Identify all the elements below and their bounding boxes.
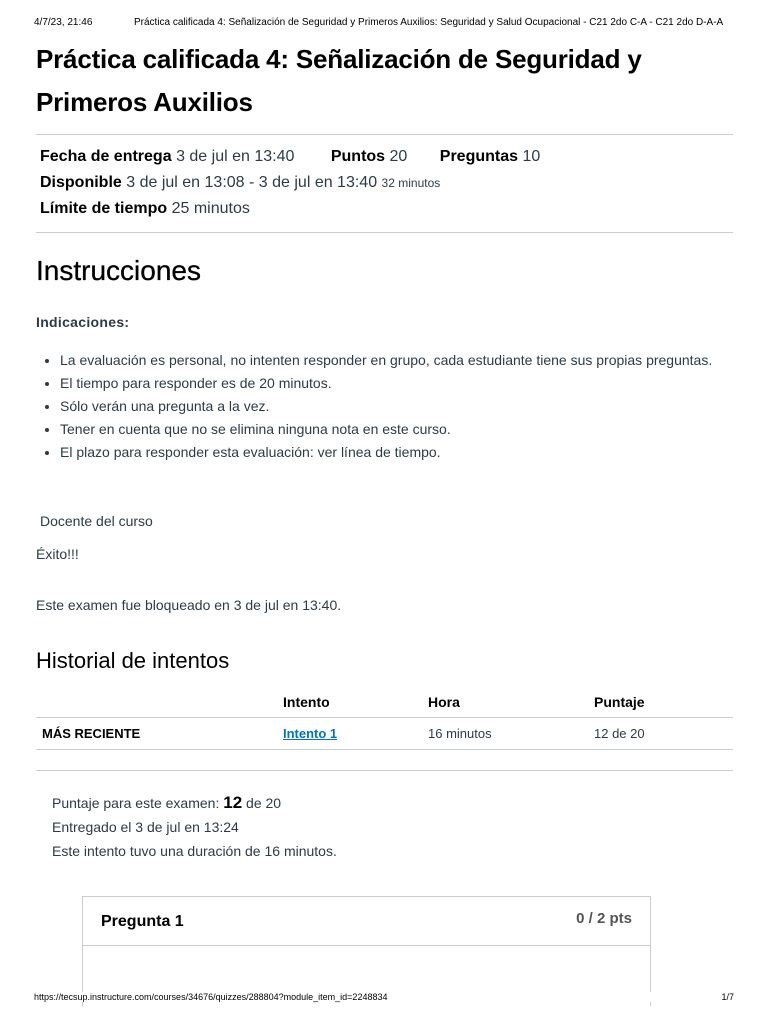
details-row-2 (40, 170, 733, 196)
question-title: Pregunta 1 (101, 913, 184, 930)
teacher-signature: Docente del curso (40, 513, 153, 529)
col-header-time: Hora (422, 687, 588, 718)
question-header (83, 897, 650, 946)
page-title: Práctica calificada 4: Señalización de Seguridad y Primeros Auxilios (36, 44, 642, 117)
instruction-item: • Tener en cuenta que no se elimina ninguna nota en este curso. (60, 418, 733, 441)
score-suffix: de 20 (246, 795, 282, 811)
locked-notice: Este examen fue bloqueado en 3 de jul en 13:40. (36, 597, 342, 613)
questions-label: Preguntas (439, 148, 519, 165)
details-row-3 (40, 196, 733, 222)
attempt-cell (277, 718, 422, 750)
attempt-history-table (36, 687, 733, 750)
instruction-item: • La evaluación es personal, no intenten responder en grupo, cada estudiante tiene sus propias preguntas. (60, 349, 733, 372)
table-row (36, 718, 733, 750)
question-points: 0 / 2 pts (576, 910, 632, 927)
score-value: 12 (223, 793, 243, 812)
submitted-line: Entregado el 3 de jul en 13:24 (52, 819, 239, 835)
points-label: Puntos (330, 148, 386, 165)
due-value: 3 de jul en 13:40 (176, 148, 295, 165)
col-header-blank (36, 687, 277, 718)
score-prefix: Puntaje para este examen: (52, 795, 220, 811)
print-datetime: 4/7/23, 21:46 (34, 17, 93, 28)
instruction-item: • El tiempo para responder es de 20 minutos. (60, 372, 733, 395)
available-value: 3 de jul en 13:08 - 3 de jul en 13:40 (126, 174, 378, 191)
instruction-item: • El plazo para responder esta evaluación: ver línea de tiempo. (60, 441, 733, 464)
print-page-number: 1/7 (721, 992, 734, 1002)
instruction-item: • Sólo verán una pregunta a la vez. (60, 395, 733, 418)
available-label: Disponible (40, 174, 122, 191)
attempt-score: 12 de 20 (588, 718, 733, 750)
instructions-list (36, 349, 733, 464)
questions-value: 10 (522, 148, 541, 165)
print-footer (34, 992, 734, 1002)
print-url: https://tecsup.instructure.com/courses/34676/quizzes/288804?module_item_id=2248834 (34, 992, 388, 1002)
time-limit-value: 25 minutos (171, 200, 250, 217)
main-content (36, 38, 733, 863)
due-label: Fecha de entrega (40, 148, 172, 165)
score-line (52, 791, 733, 815)
table-header-row (36, 687, 733, 718)
attempt-1-link[interactable]: Intento 1 (283, 726, 338, 741)
attempt-recent-label: MÁS RECIENTE (36, 718, 277, 750)
available-note: 32 minutos (381, 176, 441, 190)
details-row-1 (40, 144, 733, 170)
time-limit-label: Límite de tiempo (40, 200, 168, 217)
points-value: 20 (389, 148, 408, 165)
print-header (34, 17, 734, 28)
col-header-score: Puntaje (588, 687, 733, 718)
quiz-details (36, 134, 733, 233)
instructions-subheading: Indicaciones: (36, 314, 130, 330)
score-summary (36, 770, 733, 863)
instructions-heading: Instrucciones (36, 255, 201, 286)
col-header-attempt: Intento (277, 687, 422, 718)
exito-text: Éxito!!! (36, 546, 79, 562)
question-card (82, 896, 651, 1006)
print-title: Práctica calificada 4: Señalización de Seguridad y Primeros Auxilios: Seguridad y Salud Ocupacional - C21 2do C-A - C21 2do D-A-A (134, 17, 724, 28)
attempt-time: 16 minutos (422, 718, 588, 750)
history-heading: Historial de intentos (36, 648, 230, 673)
duration-line: Este intento tuvo una duración de 16 minutos. (52, 843, 337, 859)
